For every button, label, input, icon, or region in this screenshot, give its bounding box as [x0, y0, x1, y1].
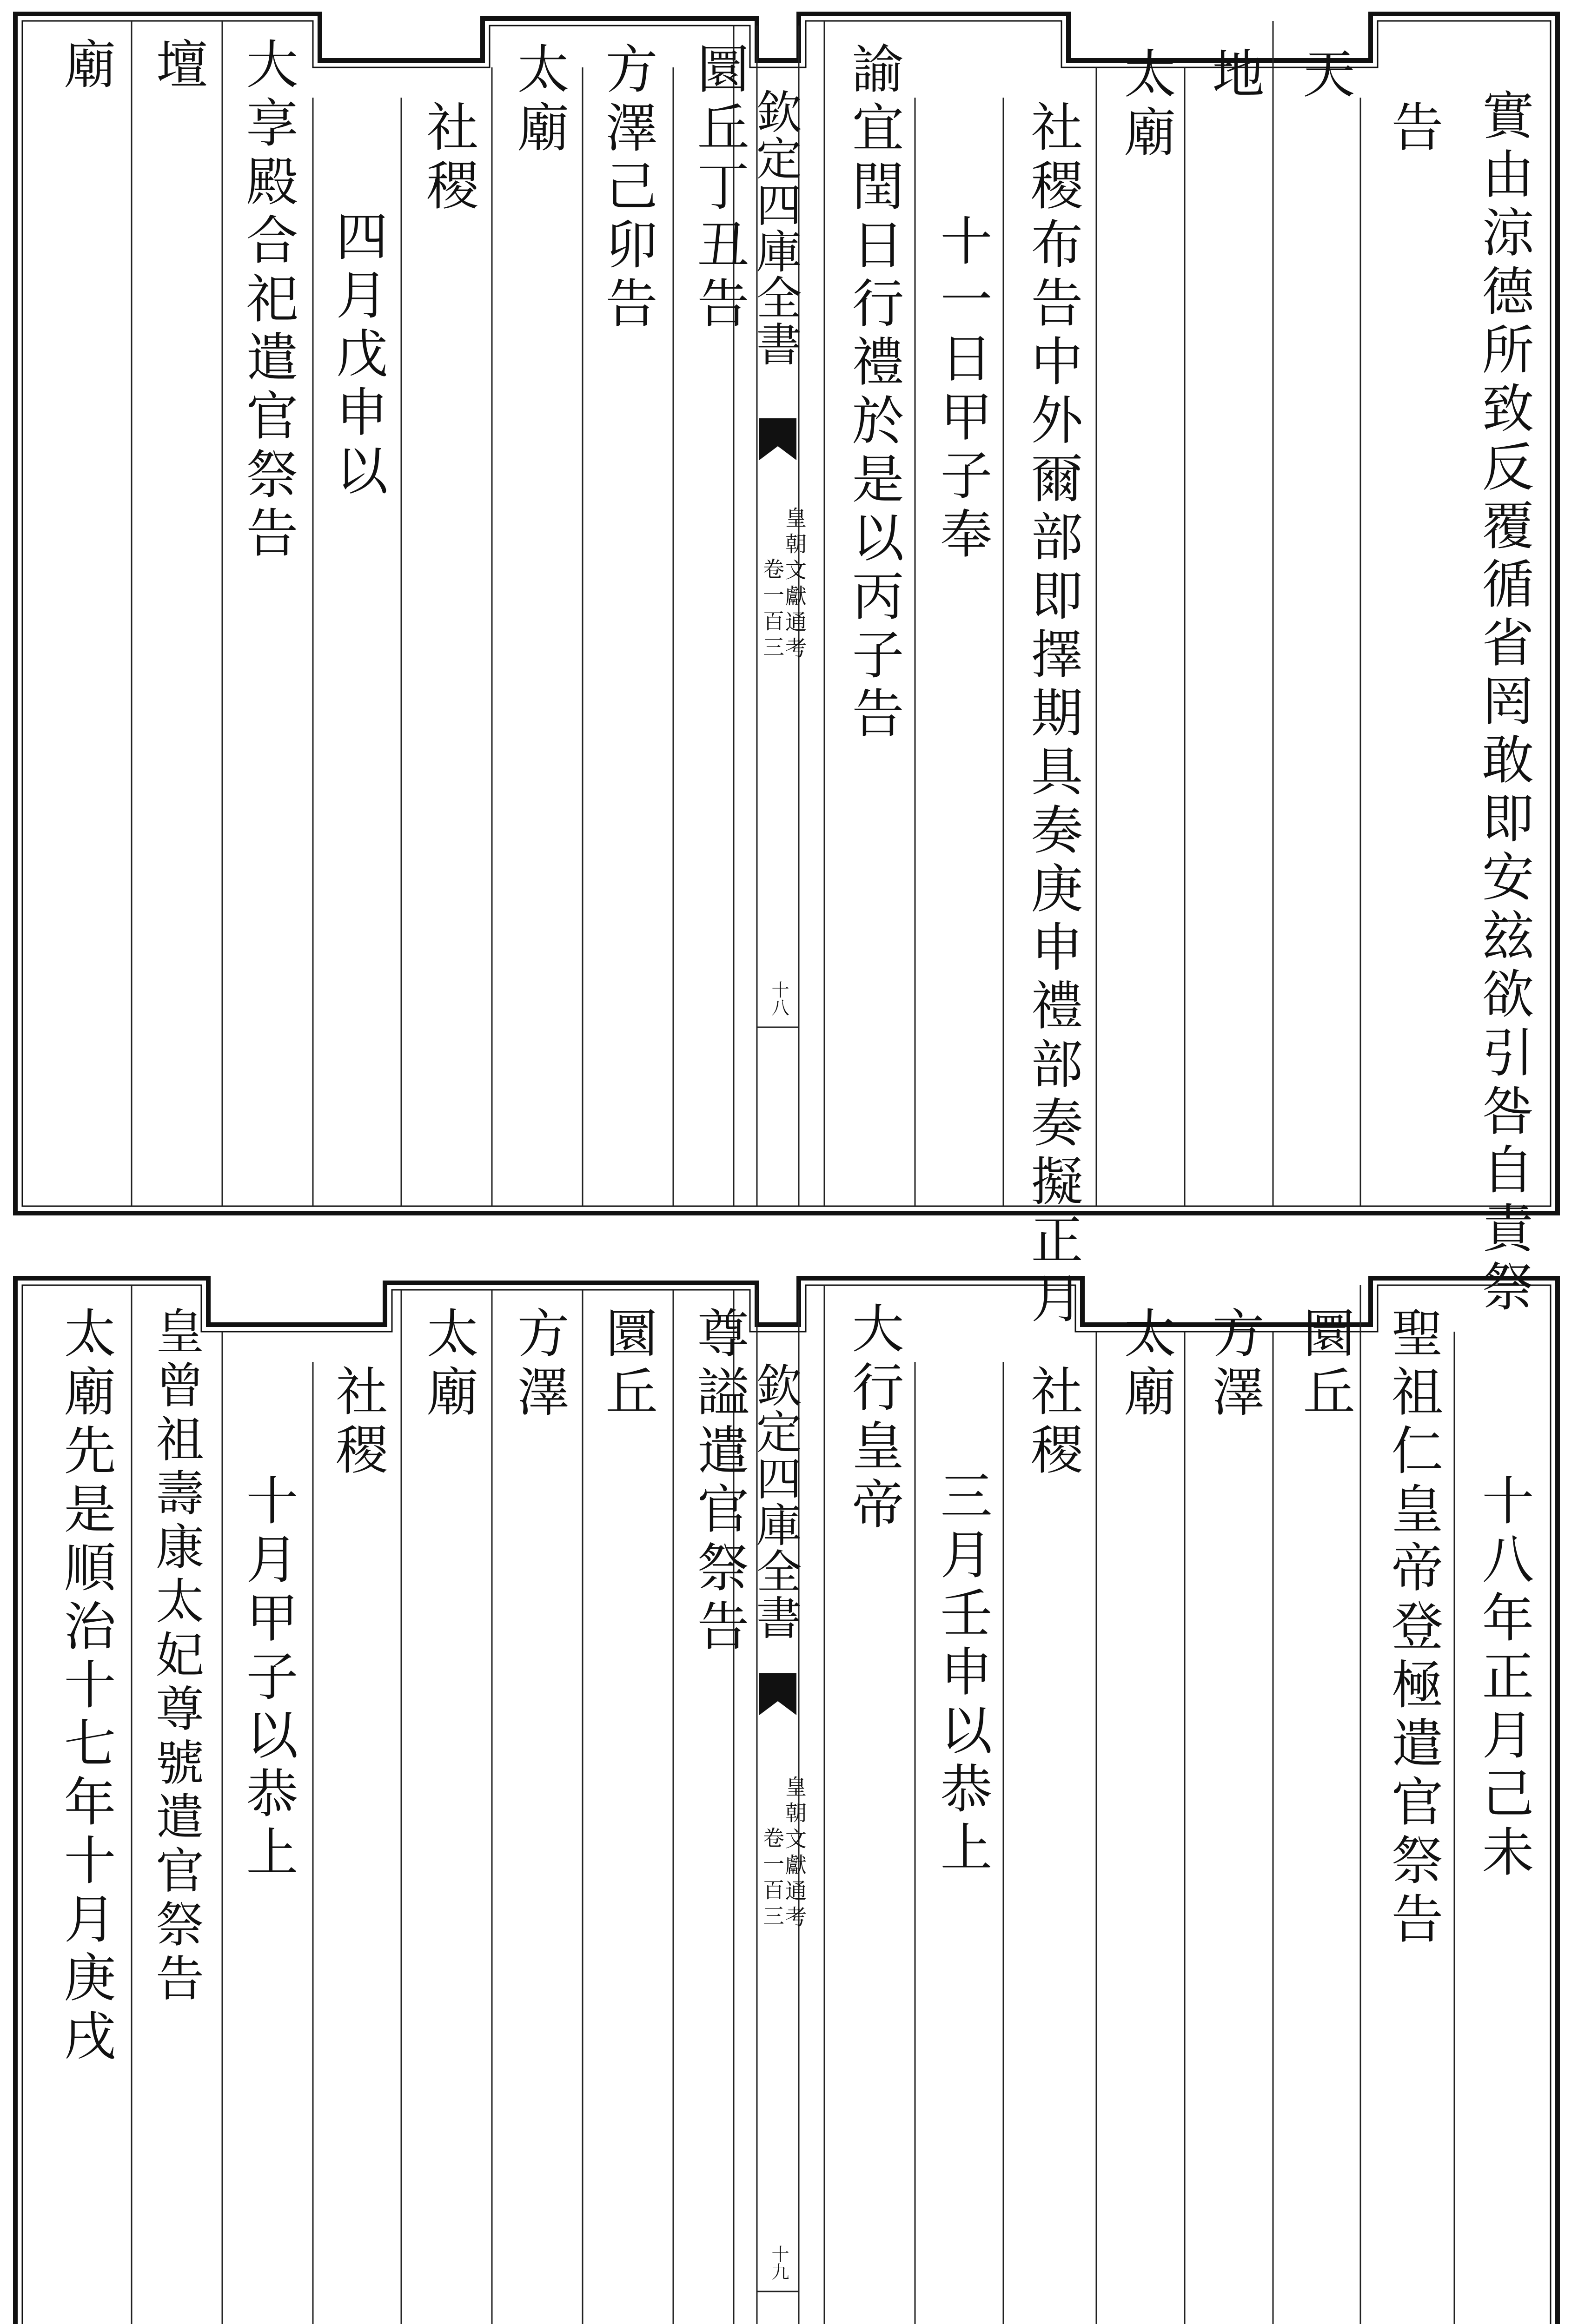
spine-title: 欽定四庫全書 — [749, 1362, 802, 1641]
spine-volume: 卷一百三 — [760, 558, 785, 662]
spine-subtitle: 皇朝文獻通考 — [782, 507, 807, 663]
bottom-panel — [13, 1264, 1561, 2324]
text-column: 社稷布告中外爾部即擇期具奏庚申禮部奏擬正月 — [1022, 100, 1083, 1330]
text-column: 廟 — [55, 37, 116, 96]
text-column: 社稷 — [418, 100, 478, 217]
text-column: 諭宜閏日行禮於是以丙子告 — [843, 42, 904, 745]
spine-leaf-number: 十九 — [769, 2245, 789, 2280]
text-column: 實由涼德所致反覆循省罔敢即安玆欲引咎自責祭 — [1473, 88, 1534, 1318]
text-column: 尊謚遣官祭告 — [689, 1306, 749, 1657]
text-column: 太廟 — [509, 42, 569, 159]
top-panel — [13, 0, 1561, 1330]
text-column: 太廟 — [1115, 1306, 1176, 1423]
text-column: 太廟先是順治十七年十月庚戌 — [55, 1306, 116, 2067]
spine-leaf-number: 十八 — [769, 981, 789, 1016]
text-column: 天 — [1294, 46, 1355, 105]
text-column: 社稷 — [327, 1364, 388, 1481]
text-column: 聖祖仁皇帝登極遣官祭告 — [1383, 1306, 1443, 1950]
text-column: 四月戊申以 — [327, 209, 388, 502]
text-column: 壇 — [147, 37, 208, 96]
text-column: 大享殿合祀遣官祭告 — [238, 37, 298, 564]
spine-title: 欽定四庫全書 — [749, 88, 802, 367]
text-column: 十八年正月己未 — [1473, 1473, 1534, 1883]
text-column: 方澤己卯告 — [597, 42, 657, 335]
spine-subtitle: 皇朝文獻通考 — [782, 1776, 807, 1932]
text-column: 圜丘 — [597, 1306, 657, 1423]
text-column: 三月壬申以恭上 — [932, 1469, 992, 1879]
text-column: 十月甲子以恭上 — [238, 1473, 298, 1883]
text-column: 大行皇帝 — [843, 1301, 904, 1536]
text-column: 方澤 — [509, 1306, 569, 1423]
text-column: 方澤 — [1204, 1306, 1264, 1423]
text-column: 圜丘 — [1294, 1306, 1355, 1423]
fishtail-ornament — [759, 1673, 796, 1715]
text-column: 皇曾祖壽康太妃尊號遣官祭告 — [147, 1306, 204, 2007]
text-column: 太廟 — [418, 1306, 478, 1423]
text-column: 社稷 — [1022, 1364, 1083, 1481]
text-column: 地 — [1204, 46, 1264, 105]
text-column: 太廟 — [1115, 46, 1176, 164]
text-column: 圜丘丁丑告 — [689, 42, 749, 335]
text-column: 十一日甲子奉 — [932, 214, 992, 565]
fishtail-ornament — [759, 418, 796, 460]
spine-volume: 卷一百三 — [760, 1827, 785, 1931]
text-column: 告 — [1383, 100, 1443, 158]
